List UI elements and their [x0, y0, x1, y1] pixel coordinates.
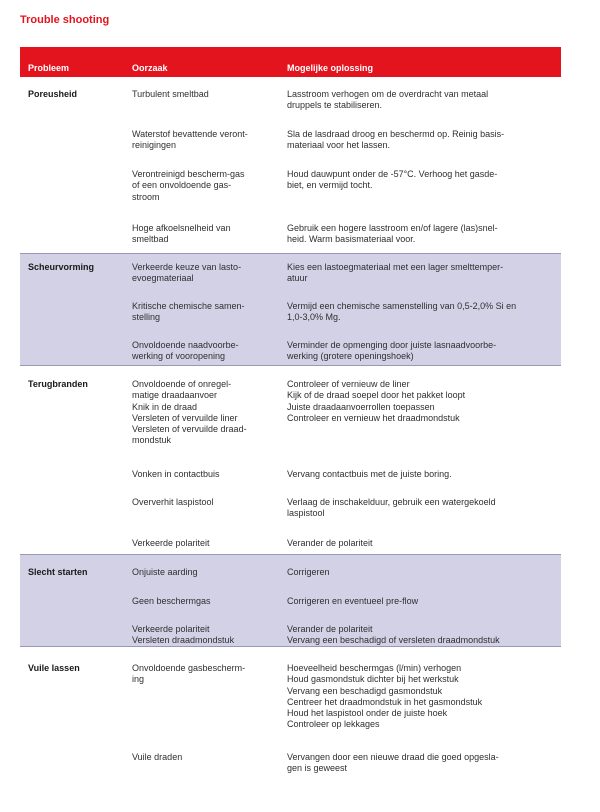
problem-label: Scheurvorming — [28, 262, 95, 272]
cause-cell: Waterstof bevattende veront- reinigingen — [132, 129, 248, 151]
solution-cell: Corrigeren en eventueel pre-flow — [287, 596, 419, 606]
solution-cell: Sla de lasdraad droog en beschermd op. Reinig basis- materiaal voor het lassen. — [287, 129, 505, 151]
cause-cell: Onvoldoende gasbescherm- ing — [132, 663, 246, 685]
solution-cell: Vervang contactbuis met de juiste boring. — [287, 469, 452, 479]
solution-cell: Vermijd een chemische samenstelling van 0,5-2,0% Si en 1,0-3,0% Mg. — [287, 301, 517, 323]
cause-cell: Verkeerde polariteit — [132, 538, 210, 548]
cause-cell: Onvoldoende of onregel- matige draadaanvoer Knik in de draad Versleten of vervuilde liner Versleten of vervuilde draad- mondstuk — [132, 379, 247, 446]
header-problem: Probleem — [28, 63, 70, 73]
solution-cell: Verander de polariteit Vervang een beschadigd of versleten draadmondstuk — [287, 624, 500, 646]
row-divider — [20, 365, 561, 366]
solution-cell: Verminder de opmenging door juiste lasnaadvoorbe- werking (grotere openingshoek) — [287, 340, 497, 362]
cause-cell: Onvoldoende naadvoorbe- werking of vooropening — [132, 340, 239, 362]
cause-cell: Geen beschermgas — [132, 596, 211, 606]
solution-cell: Hoeveelheid beschermgas (l/min) verhogen Houd gasmondstuk dichter bij het werkstuk Vervang een beschadigd gasmondstuk Centreer het draadmondstuk in het gasmondstuk Houd het laspistool onder de juiste hoek Controleer op lekkages — [287, 663, 483, 730]
problem-label: Poreusheid — [28, 89, 78, 99]
cause-cell: Vonken in contactbuis — [132, 469, 220, 479]
cause-cell: Vuile draden — [132, 752, 183, 762]
header-cause: Oorzaak — [132, 63, 168, 73]
page-title: Trouble shooting — [20, 14, 110, 26]
cause-cell: Oververhit laspistool — [132, 497, 214, 507]
solution-cell: Lasstroom verhogen om de overdracht van metaal druppels te stabiliseren. — [287, 89, 489, 111]
cause-cell: Onjuiste aarding — [132, 567, 198, 577]
solution-cell: Verlaag de inschakelduur, gebruik een watergekoeld laspistool — [287, 497, 496, 519]
header-solution: Mogelijke oplossing — [287, 63, 374, 73]
problem-label: Terugbranden — [28, 379, 88, 389]
problem-label: Slecht starten — [28, 567, 88, 577]
cause-cell: Hoge afkoelsnelheid van smeltbad — [132, 223, 231, 245]
solution-cell: Gebruik een hogere lasstroom en/of lagere (las)snel- heid. Warm basismateriaal voor. — [287, 223, 498, 245]
solution-cell: Controleer of vernieuw de liner Kijk of de draad soepel door het pakket loopt Juiste draadaanvoerrollen toepassen Controleer en vernieuw het draadmondstuk — [287, 379, 466, 423]
solution-cell: Vervangen door een nieuwe draad die goed opgesla- gen is geweest — [287, 752, 499, 774]
cause-cell: Verkeerde polariteit Versleten draadmondstuk — [132, 624, 235, 646]
problem-label: Vuile lassen — [28, 663, 80, 673]
cause-cell: Turbulent smeltbad — [132, 89, 209, 99]
cause-cell: Verontreinigd bescherm-gas of een onvoldoende gas- stroom — [132, 169, 245, 202]
cause-cell: Kritische chemische samen- stelling — [132, 301, 245, 323]
row-divider — [20, 253, 561, 254]
solution-cell: Corrigeren — [287, 567, 330, 577]
row-divider — [20, 554, 561, 555]
solution-cell: Houd dauwpunt onder de -57°C. Verhoog het gasde- biet, en vermijd tocht. — [287, 169, 498, 191]
solution-cell: Verander de polariteit — [287, 538, 373, 548]
cause-cell: Verkeerde keuze van lasto- evoegmateriaal — [132, 262, 242, 284]
solution-cell: Kies een lastoegmateriaal met een lager smelttemper- atuur — [287, 262, 504, 284]
